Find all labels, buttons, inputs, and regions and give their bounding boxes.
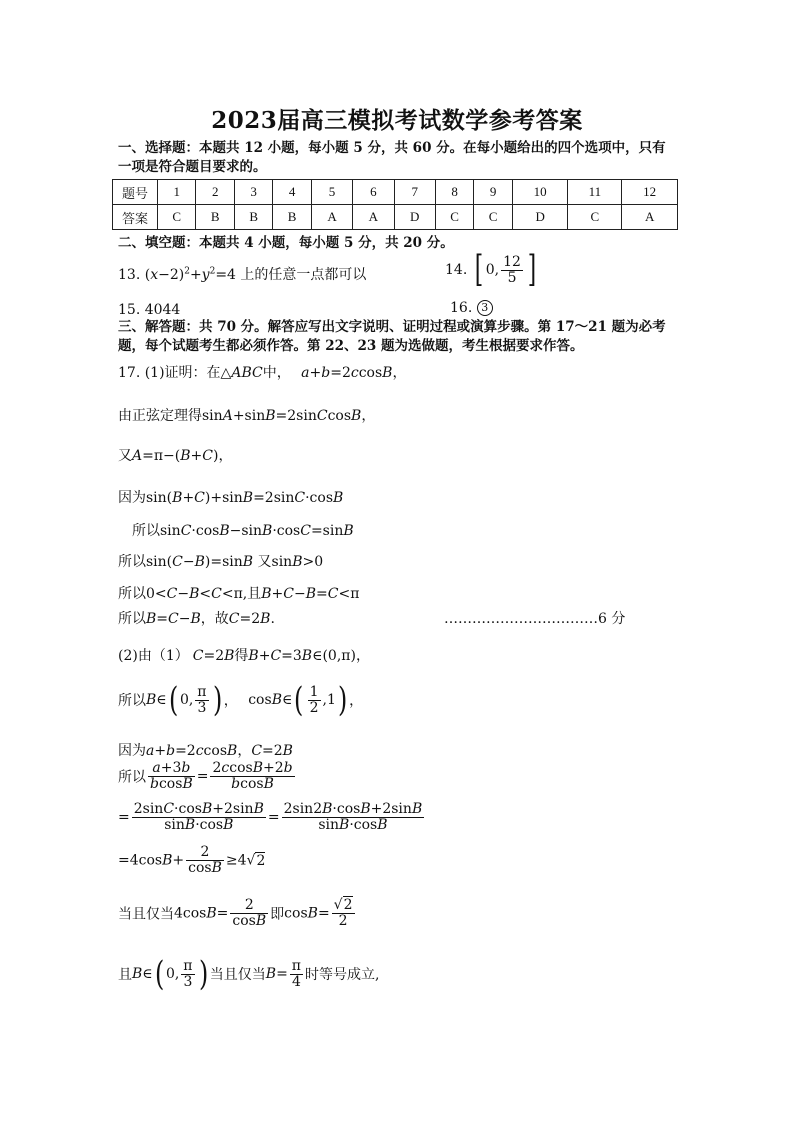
table-cell: B	[273, 205, 311, 230]
table-row-answers	[113, 205, 678, 230]
table-cell: C	[435, 205, 473, 230]
table-cell: C	[568, 205, 622, 230]
q17-part2-line-1: (2)由（1） C=2B得B+C=3B∈(0,π)，	[118, 648, 370, 664]
table-cell: 10	[512, 180, 568, 205]
q17-part2-line-5: = $\frac{2\sin C\cdot\cos B+2\sin B}{\sin B\cdot\cos B}$ = $\frac{2\sin 2B\cdot\cos B+2\sin B}{\sin B\cdot\cos B}$	[118, 801, 423, 833]
table-cell: B	[196, 205, 234, 230]
table-header-cell: 题号	[113, 180, 158, 205]
q17-part2-line-3: 因为a+b=2ccosB，C=2B	[118, 743, 293, 759]
table-cell: 3	[234, 180, 272, 205]
table-cell: 7	[394, 180, 435, 205]
score-label: ……………………………6 分	[444, 611, 626, 627]
table-cell: 6	[353, 180, 394, 205]
table-cell: A	[311, 205, 352, 230]
q17-part2-line-2: 所以B∈( 0, $\frac{\pi}{3}$ ) ， cosB∈( $\frac{1}{2}$ ,1) ，	[118, 680, 364, 720]
table-cell: 8	[435, 180, 473, 205]
table-cell: 5	[311, 180, 352, 205]
page-title: 2023届高三模拟考试数学参考答案	[211, 107, 583, 134]
q17-line-8: 所以B=C−B，故C=2B.	[118, 611, 275, 627]
table-cell: 9	[474, 180, 512, 205]
table-cell: 11	[568, 180, 622, 205]
q17-part2-line-4: 所以 $\frac{a+3b}{bcosB}$ = $\frac{2ccosB+2b}{bcosB}$	[118, 760, 293, 792]
table-cell: B	[234, 205, 272, 230]
answer-16: 16. 3	[450, 300, 493, 316]
table-cell: C	[474, 205, 512, 230]
table-cell: 12	[622, 180, 678, 205]
table-cell: D	[512, 205, 568, 230]
q17-part2-line-6: =4cosB+ $\frac{2}{\cos B}$ ≥4√2	[118, 844, 266, 876]
q17-line-5: 所以sinC·cosB−sinB·cosC=sinB	[132, 523, 354, 539]
table-cell: A	[622, 205, 678, 230]
table-cell: D	[394, 205, 435, 230]
answer-13: 13. $(x-2)^2+y^2=4$ 上的任意一点都可以	[118, 266, 367, 283]
table-cell: 4	[273, 180, 311, 205]
section2-heading: 二、填空题：本题共 4 小题，每小题 5 分，共 20 分。	[118, 235, 454, 251]
q17-line-4: 因为sin(B+C)+sinB=2sinC·cosB	[118, 490, 344, 506]
table-cell: 2	[196, 180, 234, 205]
answer-14: 14. [ 0, $\frac{12}{5}$ ]	[445, 249, 537, 290]
q17-part2-line-8: 且B∈( 0, $\frac{\pi}{3}$ ) 当且仅当B= $\frac{\pi}{4}$ 时等号成立,	[118, 954, 380, 994]
q17-line-1: 17. (1)证明：在△ABC中， a+b=2ccosB，	[118, 365, 407, 381]
q17-part2-line-7: 当且仅当4cosB= $\frac{2}{\cos B}$ 即cosB= $\frac{√2}{2}$	[118, 897, 353, 929]
answer-table	[112, 179, 678, 230]
q17-line-7: 所以0<C−B<C<π,且B+C−B=C<π	[118, 586, 360, 602]
table-header-cell: 答案	[113, 205, 158, 230]
section1-heading: 一、选择题：本题共 12 小题，每小题 5 分，共 60 分。在每小题给出的四个选项中，只有一项是符合题目要求的。	[118, 140, 666, 175]
circle-equation: $(x-2)^2+y^2=4$	[144, 266, 236, 283]
table-cell: 1	[158, 180, 196, 205]
q17-line-2: 由正弦定理得sinA+sinB=2sinCcosB，	[118, 408, 376, 424]
table-row-numbers	[113, 180, 678, 205]
table-cell: A	[353, 205, 394, 230]
q17-line-6: 所以sin(C−B)=sinB 又sinB>0	[118, 554, 324, 570]
section3-heading: 三、解答题：共 70 分。解答应写出文字说明、证明过程或演算步骤。第 17～21 题为必考题，每个试题考生都必须作答。第 22、23 题为选做题，考生根据要求作答。	[118, 319, 666, 354]
answer-15: 15. 4044	[118, 302, 181, 318]
q17-line-3: 又A=π−(B+C)，	[118, 448, 233, 464]
table-cell: C	[158, 205, 196, 230]
